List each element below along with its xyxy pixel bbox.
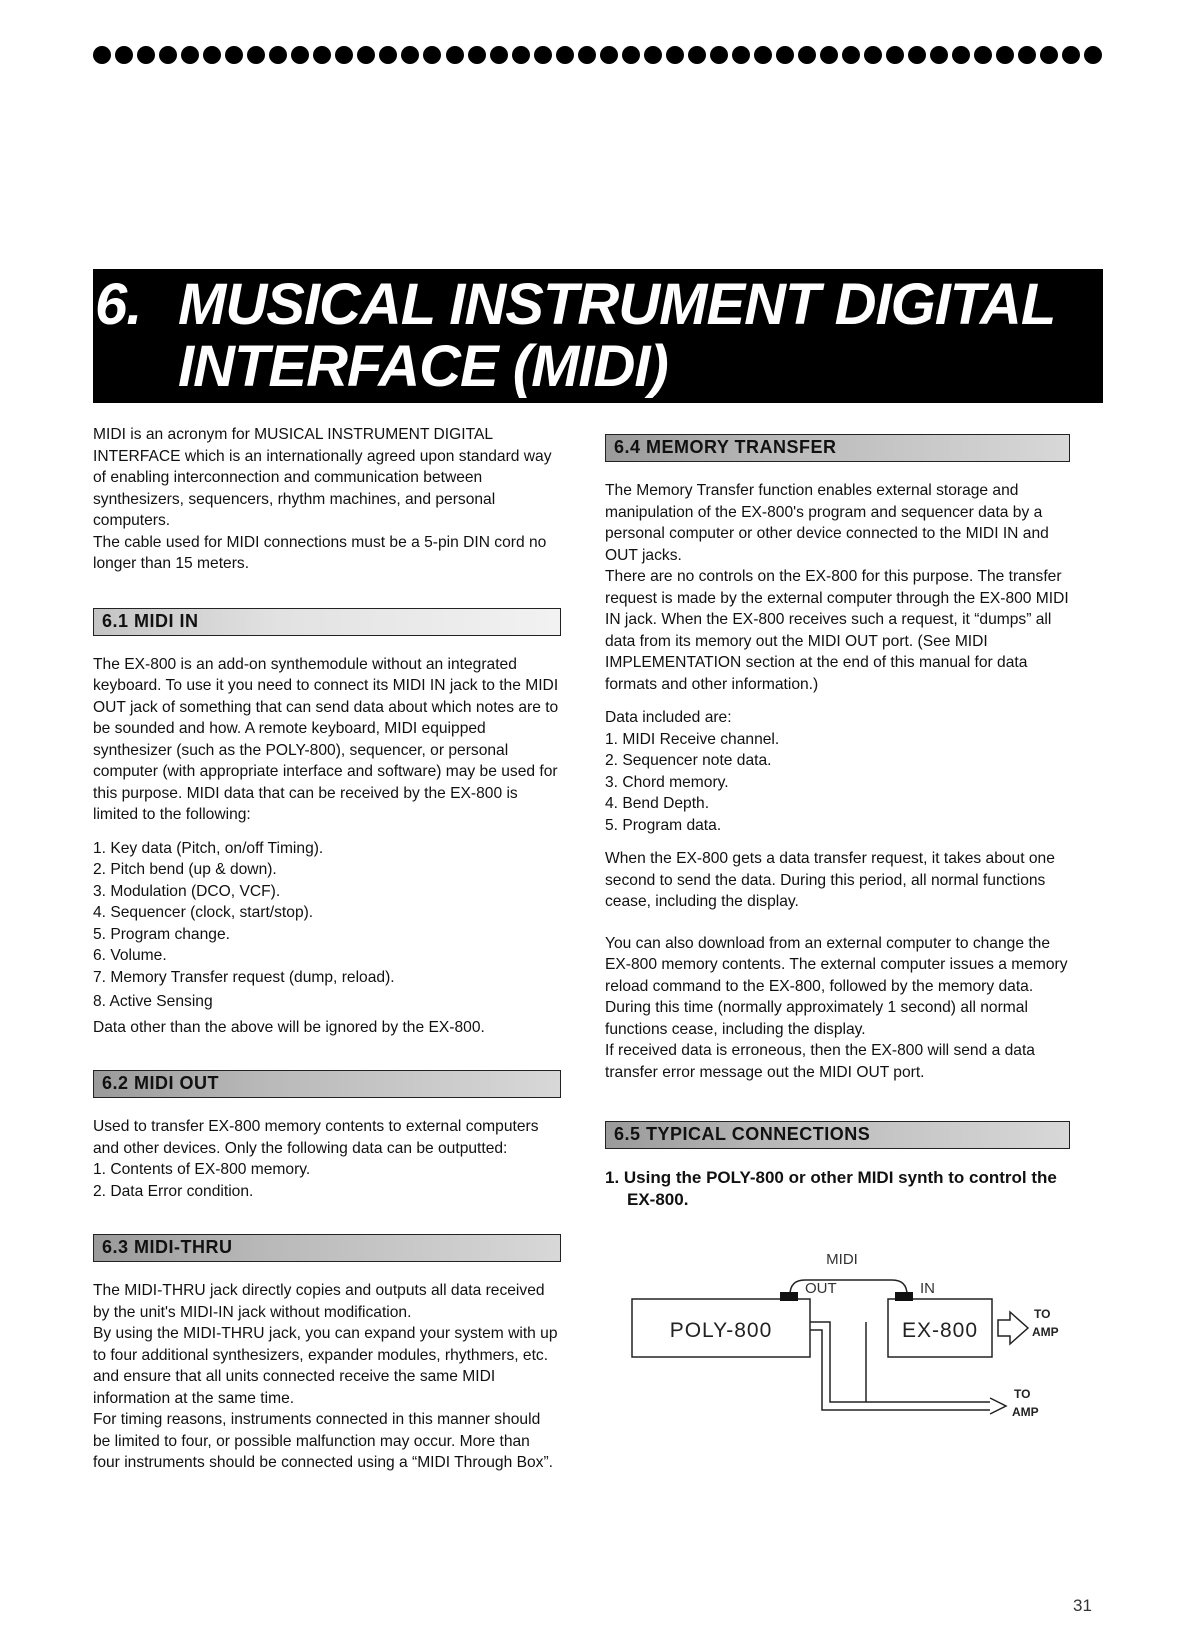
decorative-dot — [159, 46, 177, 64]
decorative-dot — [379, 46, 397, 64]
decorative-dot — [468, 46, 486, 64]
midi-thru-paragraph: The MIDI-THRU jack directly copies and outputs all data received by the unit's MIDI-IN jack without modification. — [93, 1282, 545, 1321]
list-item: 7. Memory Transfer request (dump, reload). — [93, 968, 395, 986]
decorative-dot — [820, 46, 838, 64]
ex-800-label: EX-800 — [901, 1319, 979, 1342]
list-item: 2. Pitch bend (up & down). — [93, 861, 277, 878]
download-paragraph: You can also download from an external computer to change the EX-800 memory contents. The external computer issues a memory reload command to the EX-800, followed by the memory data. During this time (normally approximately 1 second) all normal functions cease, including the display. — [605, 934, 1068, 1038]
decorative-dot — [247, 46, 265, 64]
decorative-dot-border — [93, 40, 1103, 70]
chapter-number: 6. — [95, 272, 142, 337]
data-included-list — [605, 729, 1070, 837]
list-item: 8. Active Sensing — [93, 993, 213, 1010]
list-item: 1. MIDI Receive channel. — [605, 730, 780, 748]
diagram-in-label: IN — [920, 1280, 935, 1297]
decorative-dot — [181, 46, 199, 64]
midi-thru-expansion-paragraph: By using the MIDI-THRU jack, you can expand your system with up to four additional synthesizers, expander modules, rhythmers, etc. and ensure that all units connected receive the same MIDI information at the same time. — [93, 1325, 558, 1407]
midi-in-receive-list — [93, 838, 561, 1013]
midi-out-list — [93, 1159, 561, 1202]
decorative-dot — [490, 46, 508, 64]
decorative-dot — [291, 46, 309, 64]
decorative-dot — [732, 46, 750, 64]
list-item: 3. Chord memory. — [605, 773, 729, 791]
decorative-dot — [952, 46, 970, 64]
list-item: 6. Volume. — [93, 947, 167, 964]
list-item: 4. Sequencer (clock, start/stop). — [93, 904, 314, 921]
decorative-dot — [269, 46, 287, 64]
section-heading-midi-thru-label: 6.3 MIDI-THRU — [102, 1237, 233, 1257]
decorative-dot — [1040, 46, 1058, 64]
decorative-dot — [710, 46, 728, 64]
in-jack — [895, 1292, 913, 1301]
memory-transfer-paragraph: The Memory Transfer function enables external storage and manipulation of the EX-800's program and sequencer data by a personal computer or other device connected to the MIDI IN and OUT jacks. — [605, 482, 1049, 564]
chapter-title-line2: INTERFACE (MIDI) — [178, 334, 668, 399]
decorative-dot — [1084, 46, 1102, 64]
left-column — [93, 424, 561, 1474]
list-item: 2. Data Error condition. — [93, 1182, 254, 1200]
section-heading-memory-transfer-label: 6.4 MEMORY TRANSFER — [614, 437, 837, 457]
decorative-dot — [1062, 46, 1080, 64]
error-paragraph: If received data is erroneous, then the EX-800 will send a data transfer error message out the MIDI OUT port. — [605, 1042, 1035, 1081]
transfer-timing-paragraph: When the EX-800 gets a data transfer request, it takes about one second to send the data. During this period, all normal functions cease, including the display. — [605, 850, 1055, 910]
decorative-dot — [578, 46, 596, 64]
intro-cable-paragraph: The cable used for MIDI connections must be a 5-pin DIN cord no longer than 15 meters. — [93, 533, 547, 572]
chapter-title-line1: MUSICAL INSTRUMENT DIGITAL — [178, 272, 1056, 337]
decorative-dot — [1018, 46, 1036, 64]
decorative-dot — [754, 46, 772, 64]
decorative-dot — [335, 46, 353, 64]
connection-example-heading: 1. Using the POLY-800 or other MIDI synth to control the EX-800. — [605, 1168, 1057, 1209]
midi-thru-timing-paragraph: For timing reasons, instruments connected in this manner should be limited to four, or possible malfunction may occur. More than four instruments should be connected using a “MIDI Through Box”. — [93, 1411, 553, 1471]
section-heading-midi-in-label: 6.1 MIDI IN — [102, 610, 199, 631]
memory-transfer-request-paragraph: There are no controls on the EX-800 for this purpose. The transfer request is made by the external computer through the EX-800 MIDI IN jack. When the EX-800 receives such a request, it “dumps” all data from its memory out the MIDI OUT port. (See MIDI IMPLEMENTATION section at the end of this manual for data formats and other information.) — [605, 568, 1069, 693]
section-heading-memory-transfer — [605, 434, 1070, 462]
decorative-dot — [930, 46, 948, 64]
decorative-dot — [313, 46, 331, 64]
midi-in-footer-note: Data other than the above will be ignored by the EX-800. — [93, 1018, 485, 1036]
list-item: 1. Contents of EX-800 memory. — [93, 1161, 311, 1178]
decorative-dot — [137, 46, 155, 64]
decorative-dot — [512, 46, 530, 64]
decorative-dot — [115, 46, 133, 64]
connection-diagram — [630, 1250, 1090, 1440]
to-amp-arrow-icon — [990, 1398, 1006, 1414]
section-heading-midi-out-label: 6.2 MIDI OUT — [102, 1073, 220, 1093]
decorative-dot — [798, 46, 816, 64]
decorative-dot — [357, 46, 375, 64]
list-item: 4. Bend Depth. — [605, 795, 710, 812]
to-label: TO — [1034, 1307, 1051, 1321]
decorative-dot — [666, 46, 684, 64]
section-heading-typical-connections-label: 6.5 TYPICAL CONNECTIONS — [614, 1124, 871, 1144]
right-column — [605, 434, 1070, 1211]
midi-out-paragraph: Used to transfer EX-800 memory contents to external computers and other devices. Only the following data can be outputted: — [93, 1118, 539, 1157]
to-label: TO — [1014, 1387, 1031, 1401]
decorative-dot — [600, 46, 618, 64]
decorative-dot — [996, 46, 1014, 64]
decorative-dot — [842, 46, 860, 64]
list-item: 5. Program data. — [605, 816, 722, 834]
decorative-dot — [93, 46, 111, 64]
decorative-dot — [688, 46, 706, 64]
decorative-dot — [401, 46, 419, 64]
page-number: 31 — [1073, 1596, 1092, 1615]
decorative-dot — [534, 46, 552, 64]
chapter-title-bar — [93, 269, 1103, 403]
decorative-dot — [225, 46, 243, 64]
decorative-dot — [556, 46, 574, 64]
decorative-dot — [203, 46, 221, 64]
decorative-dot — [864, 46, 882, 64]
decorative-dot — [622, 46, 640, 64]
decorative-dot — [908, 46, 926, 64]
list-item: 5. Program change. — [93, 925, 230, 943]
list-item: 1. Key data (Pitch, on/off Timing). — [93, 839, 324, 857]
decorative-dot — [446, 46, 464, 64]
section-heading-midi-thru — [93, 1234, 561, 1262]
list-item: 2. Sequencer note data. — [605, 752, 772, 769]
decorative-dot — [776, 46, 794, 64]
amp-label: AMP — [1032, 1325, 1059, 1339]
decorative-dot — [886, 46, 904, 64]
poly-800-label: POLY-800 — [669, 1319, 773, 1342]
list-item: 3. Modulation (DCO, VCF). — [93, 882, 281, 900]
section-heading-midi-in — [93, 608, 561, 636]
diagram-midi-label: MIDI — [826, 1251, 858, 1268]
ex-output-arrow-icon — [998, 1312, 1028, 1344]
diagram-out-label: OUT — [805, 1280, 837, 1297]
data-included-label: Data included are: — [605, 709, 732, 726]
decorative-dot — [423, 46, 441, 64]
amp-label: AMP — [1012, 1405, 1039, 1419]
out-jack — [780, 1292, 798, 1301]
section-heading-midi-out — [93, 1070, 561, 1098]
midi-in-paragraph: The EX-800 is an add-on synthemodule without an integrated keyboard. To use it you need to connect its MIDI IN jack to the MIDI OUT jack of something that can send data about which notes are to be sounded and how. A remote keyboard, MIDI equipped synthesizer (such as the POLY-800), sequencer, or personal computer (with appropriate interface and software) may be used for this purpose. MIDI data that can be received by the EX-800 is limited to the following: — [93, 655, 559, 823]
decorative-dot — [644, 46, 662, 64]
decorative-dot — [974, 46, 992, 64]
section-heading-typical-connections — [605, 1121, 1070, 1149]
intro-paragraph: MIDI is an acronym for MUSICAL INSTRUMENT DIGITAL INTERFACE which is an internationally agreed upon standard way of enabling interconnection and communication between synthesizers, sequencers, rhythm machines, and personal computers. — [93, 426, 552, 529]
